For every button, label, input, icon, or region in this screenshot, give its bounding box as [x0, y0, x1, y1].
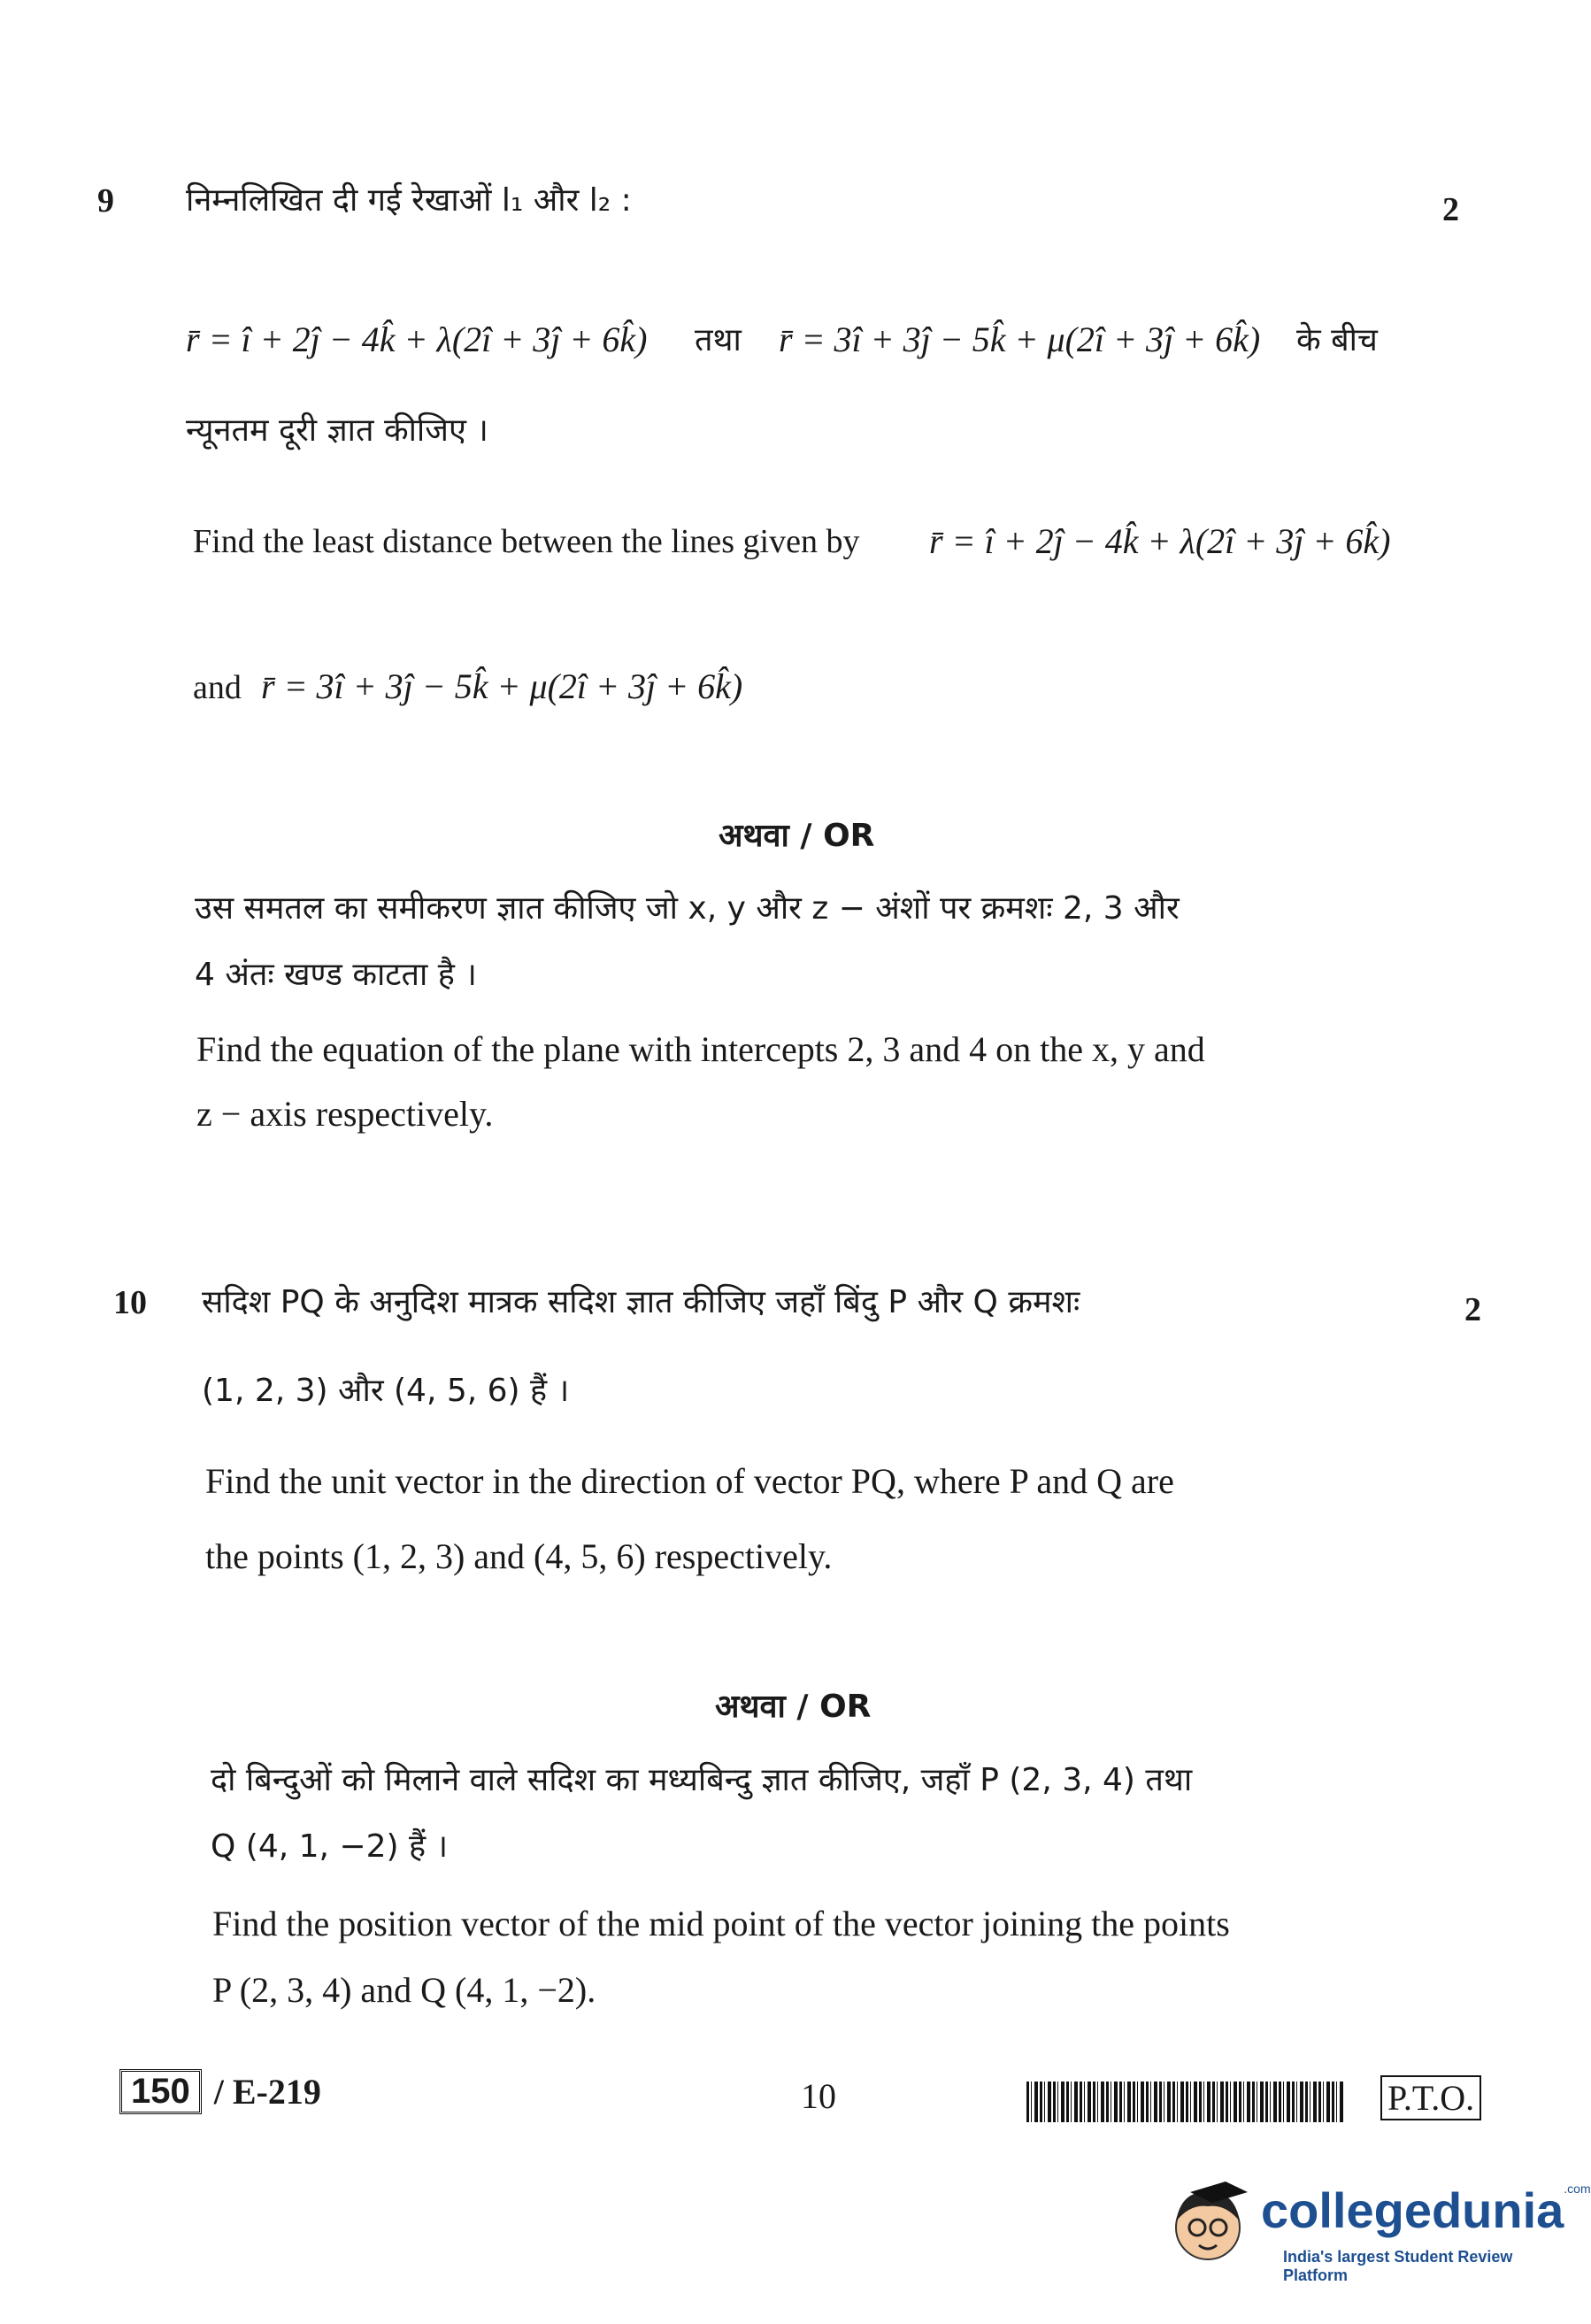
q9-or-separator: अथवा / OR [719, 818, 875, 854]
q10-alt-hindi-line2: Q (4, 1, −2) हैं । [211, 1828, 449, 1865]
q10-alt-english-line2: P (2, 3, 4) and Q (4, 1, −2). [212, 1970, 596, 2010]
question-10-number: 10 [113, 1284, 147, 1321]
q9-alt-english-line2: z − axis respectively. [196, 1094, 494, 1134]
q9-hindi-join: तथा [695, 322, 742, 358]
pto-label: P.T.O. [1380, 2075, 1481, 2120]
barcode [1026, 2082, 1345, 2122]
q9-english-equation1: r̄ = î + 2ĵ − 4k̂ + λ(2î + 3ĵ + 6k̂) [929, 521, 1391, 561]
question-9-marks: 2 [1442, 191, 1459, 228]
question-9-number: 9 [97, 182, 114, 219]
page-number: 10 [801, 2076, 836, 2116]
q10-alt-english-line1: Find the position vector of the mid point of the vector joining the points [212, 1904, 1230, 1943]
q9-hindi-suffix: के बीच [1296, 322, 1378, 358]
q9-hindi-equation1: r̄ = î + 2ĵ − 4k̂ + λ(2î + 3ĵ + 6k̂) [186, 319, 648, 359]
q9-hindi-line1: निम्नलिखित दी गई रेखाओं l₁ और l₂ : [186, 182, 632, 219]
q9-alt-hindi-line2: 4 अंतः खण्ड काटता है । [195, 957, 477, 993]
paper-series: / E-219 [213, 2071, 321, 2112]
brand-tagline: India's largest Student Review Platform [1283, 2248, 1513, 2284]
q9-english-and: and [193, 669, 242, 706]
q10-hindi-line2: (1, 2, 3) और (4, 5, 6) हैं । [202, 1373, 570, 1409]
question-10-marks: 2 [1464, 1291, 1481, 1328]
q10-alt-hindi-line1: दो बिन्दुओं को मिलाने वाले सदिश का मध्यबिन्दु ज्ञात कीजिए, जहाँ P (2, 3, 4) तथा [211, 1762, 1193, 1798]
q9-alt-english-line1: Find the equation of the plane with intercepts 2, 3 and 4 on the x, y and [196, 1029, 1205, 1069]
q9-english-line1: Find the least distance between the lines given by [193, 523, 860, 560]
q9-hindi-equation2: r̄ = 3î + 3ĵ − 5k̂ + μ(2î + 3ĵ + 6k̂) [779, 319, 1261, 359]
q9-english-equation2: r̄ = 3î + 3ĵ − 5k̂ + μ(2î + 3ĵ + 6k̂) [261, 666, 743, 706]
paper-code-box: 150 [119, 2069, 202, 2114]
q9-hindi-line3: न्यूनतम दूरी ज्ञात कीजिए । [186, 412, 488, 449]
brand-suffix: .com [1564, 2182, 1591, 2196]
q10-english-line2: the points (1, 2, 3) and (4, 5, 6) respectively. [205, 1536, 833, 1576]
mascot-logo [1164, 2173, 1252, 2270]
q10-english-line1: Find the unit vector in the direction of vector PQ, where P and Q are [205, 1461, 1174, 1501]
q10-or-separator: अथवा / OR [715, 1689, 872, 1725]
brand-wordmark [1261, 2182, 1591, 2239]
q9-alt-hindi-line1: उस समतल का समीकरण ज्ञात कीजिए जो x, y और z − अंशों पर क्रमशः 2, 3 और [195, 890, 1180, 927]
brand-name: collegedunia [1261, 2182, 1564, 2238]
q10-hindi-line1: सदिश PQ के अनुदिश मात्रक सदिश ज्ञात कीजिए जहाँ बिंदु P और Q क्रमशः [202, 1284, 1080, 1320]
footer-paper-code-group [119, 2069, 321, 2114]
